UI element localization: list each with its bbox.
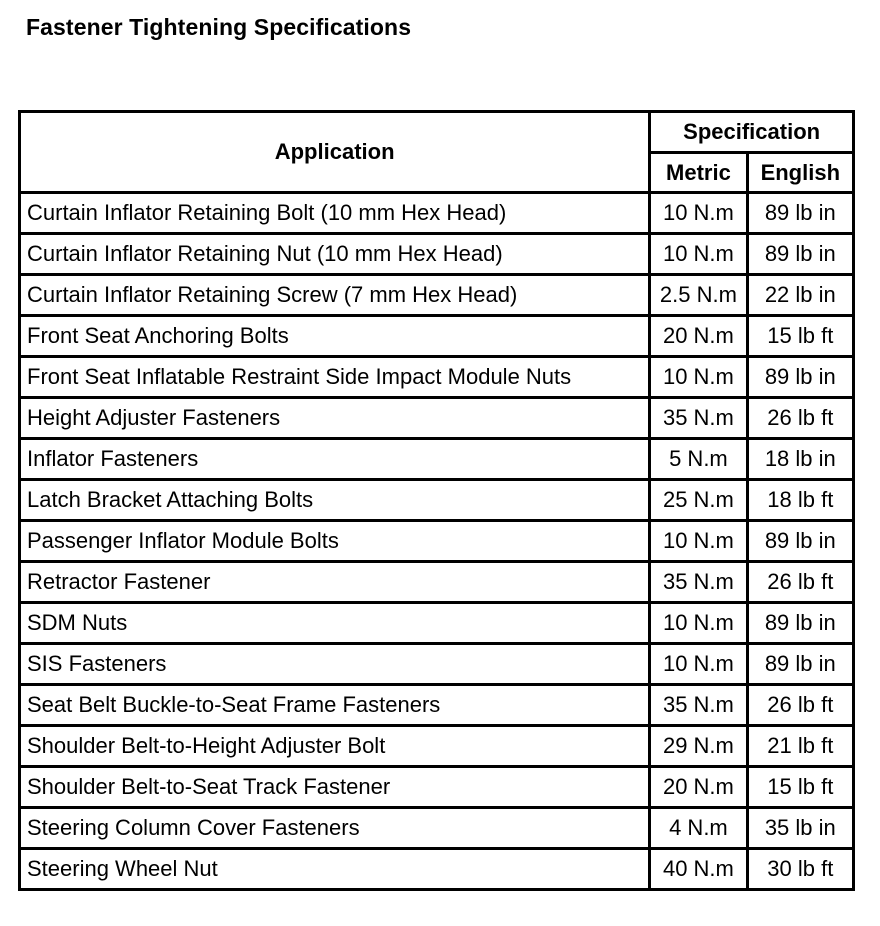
cell-application: Latch Bracket Attaching Bolts [21,481,651,522]
cell-application: Passenger Inflator Module Bolts [21,522,651,563]
cell-metric: 20 N.m [651,768,748,809]
cell-metric: 10 N.m [651,235,748,276]
cell-english: 15 lb ft [749,317,852,358]
cell-english: 18 lb ft [749,481,852,522]
cell-application: Front Seat Inflatable Restraint Side Impact Module Nuts [21,358,651,399]
cell-metric: 2.5 N.m [651,276,748,317]
cell-english: 26 lb ft [749,563,852,604]
cell-metric: 4 N.m [651,809,748,850]
cell-metric: 25 N.m [651,481,748,522]
cell-metric: 20 N.m [651,317,748,358]
cell-english: 15 lb ft [749,768,852,809]
table-body [21,194,852,888]
header-specification: Specification [651,113,852,154]
cell-metric: 10 N.m [651,194,748,235]
cell-application: Curtain Inflator Retaining Screw (7 mm Hex Head) [21,276,651,317]
cell-metric: 10 N.m [651,645,748,686]
header-application: Application [21,113,651,194]
header-english: English [749,154,852,194]
cell-metric: 5 N.m [651,440,748,481]
table-row [21,563,852,604]
table-row [21,686,852,727]
cell-metric: 40 N.m [651,850,748,888]
table-row [21,522,852,563]
cell-application: SDM Nuts [21,604,651,645]
cell-application: Curtain Inflator Retaining Nut (10 mm Hex Head) [21,235,651,276]
cell-english: 21 lb ft [749,727,852,768]
table-row [21,317,852,358]
page-title: Fastener Tightening Specifications [26,14,412,40]
cell-english: 89 lb in [749,194,852,235]
table-row [21,809,852,850]
cell-metric: 10 N.m [651,522,748,563]
cell-english: 22 lb in [749,276,852,317]
cell-english: 89 lb in [749,645,852,686]
table-row [21,481,852,522]
cell-application: SIS Fasteners [21,645,651,686]
cell-application: Height Adjuster Fasteners [21,399,651,440]
fastener-spec-table [18,110,855,891]
cell-english: 89 lb in [749,235,852,276]
cell-application: Shoulder Belt-to-Height Adjuster Bolt [21,727,651,768]
cell-english: 89 lb in [749,522,852,563]
table-row [21,604,852,645]
cell-english: 30 lb ft [767,856,834,881]
table-row [21,850,852,888]
table-row [21,645,852,686]
cell-english: 89 lb in [749,604,852,645]
cell-application: Inflator Fasteners [21,440,651,481]
table-row [21,358,852,399]
cell-application: Steering Wheel Nut [21,850,651,888]
table-row [21,194,852,235]
table-row [21,399,852,440]
cell-metric: 10 N.m [651,604,748,645]
table-row [21,440,852,481]
cell-application: Steering Column Cover Fasteners [21,809,651,850]
table-row [21,235,852,276]
cell-metric: 29 N.m [651,727,748,768]
cell-english: 35 lb in [749,809,852,850]
cell-metric: 35 N.m [651,563,748,604]
cell-metric: 10 N.m [651,358,748,399]
cell-english: 89 lb in [749,358,852,399]
cell-application: Seat Belt Buckle-to-Seat Frame Fasteners [21,686,651,727]
cell-english: 26 lb ft [749,686,852,727]
cell-application: Curtain Inflator Retaining Bolt (10 mm Hex Head) [21,194,651,235]
cell-english: 26 lb ft [749,399,852,440]
table-row [21,276,852,317]
cell-metric: 35 N.m [651,399,748,440]
cell-metric: 35 N.m [651,686,748,727]
table-row [21,727,852,768]
cell-application: Shoulder Belt-to-Seat Track Fastener [21,768,651,809]
table-row [21,768,852,809]
header-metric: Metric [651,154,748,194]
cell-application: Front Seat Anchoring Bolts [21,317,651,358]
cell-application: Retractor Fastener [21,563,651,604]
cell-english: 18 lb in [749,440,852,481]
